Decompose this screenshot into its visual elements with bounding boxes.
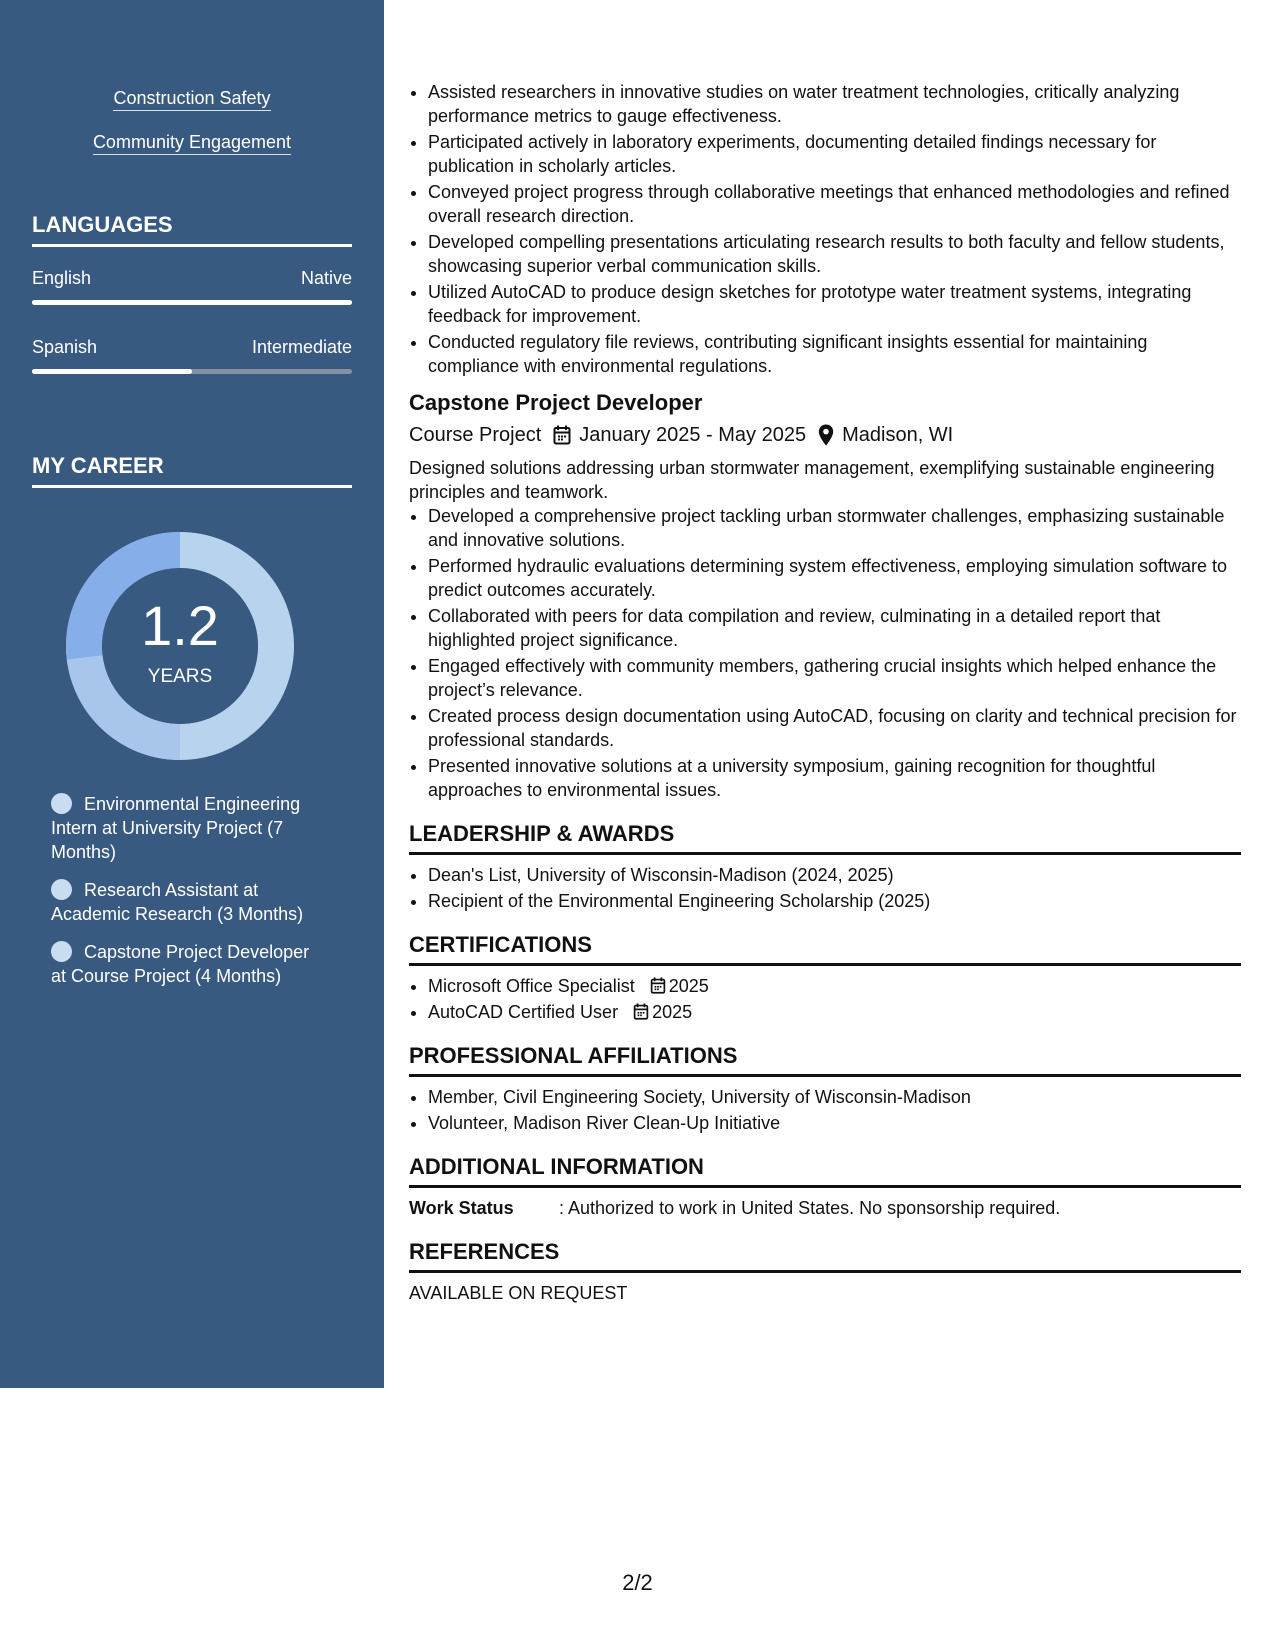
job-title: Capstone Project Developer [409,390,703,415]
language-bar-fill [32,300,352,305]
awards-heading: LEADERSHIP & AWARDS [409,820,1241,855]
calendar-icon [633,1003,649,1020]
list-item: • Engaged effectively with community members, gathering crucial insights which helped enhance the project’s relevance. [428,654,1241,702]
list-item: • Member, Civil Engineering Society, University of Wisconsin-Madison [428,1085,1241,1109]
languages-heading: LANGUAGES [32,212,352,247]
cert-name: AutoCAD Certified User [428,1002,619,1022]
research-bullets [409,80,1241,378]
skill-item: Construction Safety [0,88,384,109]
job-location: Madison, WI [842,424,954,446]
language-bar [32,369,352,374]
job-dates: January 2025 - May 2025 [579,424,807,446]
references-heading: REFERENCES [409,1238,1241,1273]
main-content [409,80,1241,1305]
location-pin-icon [818,424,834,446]
cert-name: Microsoft Office Specialist [428,976,635,996]
additional-info-heading: ADDITIONAL INFORMATION [409,1153,1241,1188]
language-bar-fill [32,369,192,374]
skill-item: Community Engagement [0,132,384,153]
list-item: • Presented innovative solutions at a university symposium, gaining recognition for thoughtful approaches to environmental issues. [428,754,1241,802]
language-name: Spanish [32,337,98,357]
language-row [32,268,352,289]
cert-year: 2025 [668,976,709,996]
list-item [428,974,1241,998]
language-level: Intermediate [251,337,352,357]
cert-year: 2025 [652,1002,693,1022]
work-status-value: : Authorized to work in United States. No sponsorship required. [559,1198,1061,1218]
affiliations-list [409,1085,1241,1135]
list-item: • Created process design documentation using AutoCAD, focusing on clarity and technical precision for professional standards. [428,704,1241,752]
language-row [32,337,352,358]
list-item: • Developed a comprehensive project tackling urban stormwater challenges, emphasizing sustainable and innovative solutions. [428,504,1241,552]
job-summary: Designed solutions addressing urban stormwater management, exemplifying sustainable engineering principles and teamwork. [409,458,1215,502]
career-item: Environmental Engineering Intern at University Project (7 Months) [51,794,301,862]
list-item: • Participated actively in laboratory experiments, documenting detailed findings necessary for publication in scholarly articles. [428,130,1241,178]
language-bar [32,300,352,305]
job-org: Course Project [409,424,542,446]
list-item: • Collaborated with peers for data compilation and review, culminating in a detailed report that highlighted project significance. [428,604,1241,652]
language-name: English [32,268,92,288]
bullet-dot-icon [51,879,72,900]
list-item: • Developed compelling presentations articulating research results to both faculty and fellow students, showcasing superior verbal communication skills. [428,230,1241,278]
list-item: • Utilized AutoCAD to produce design sketches for prototype water treatment systems, integrating feedback for improvement. [428,280,1241,328]
affiliations-heading: PROFESSIONAL AFFILIATIONS [409,1042,1241,1077]
bullet-dot-icon [51,793,72,814]
list-item: • Assisted researchers in innovative studies on water treatment technologies, critically analyzing performance metrics to gauge effectiveness. [428,80,1241,128]
bullet-dot-icon [51,941,72,962]
list-item: • Dean's List, University of Wisconsin-Madison (2024, 2025) [428,863,1241,887]
career-heading: MY CAREER [32,453,352,488]
work-status-label: Work Status [409,1198,514,1218]
certifications-list [409,974,1241,1024]
list-item: • Performed hydraulic evaluations determining system effectiveness, employing simulation software to predict outcomes accurately. [428,554,1241,602]
career-unit: YEARS [147,666,213,687]
page-number: 2/2 [622,1570,653,1595]
list-item: • Conveyed project progress through collaborative meetings that enhanced methodologies and refined overall research direction. [428,180,1241,228]
list-item: • Recipient of the Environmental Engineering Scholarship (2025) [428,889,1241,913]
calendar-icon [650,977,666,994]
career-total: 1.2 [141,594,219,657]
career-item: Research Assistant at Academic Research (3 Months) [51,880,304,924]
list-item [428,1000,1241,1024]
career-item: Capstone Project Developer at Course Project (4 Months) [51,942,310,986]
certifications-heading: CERTIFICATIONS [409,931,1241,966]
calendar-icon [553,425,571,445]
awards-list [409,863,1241,913]
work-status-row [409,1196,1241,1220]
list-item: • Volunteer, Madison River Clean-Up Initiative [428,1111,1241,1135]
language-level: Native [300,268,352,288]
job-meta [409,422,1241,448]
capstone-bullets [409,504,1241,802]
list-item: • Conducted regulatory file reviews, contributing significant insights essential for maintaining compliance with environmental regulations. [428,330,1241,378]
references-text: AVAILABLE ON REQUEST [409,1283,628,1303]
sidebar [0,0,384,1388]
